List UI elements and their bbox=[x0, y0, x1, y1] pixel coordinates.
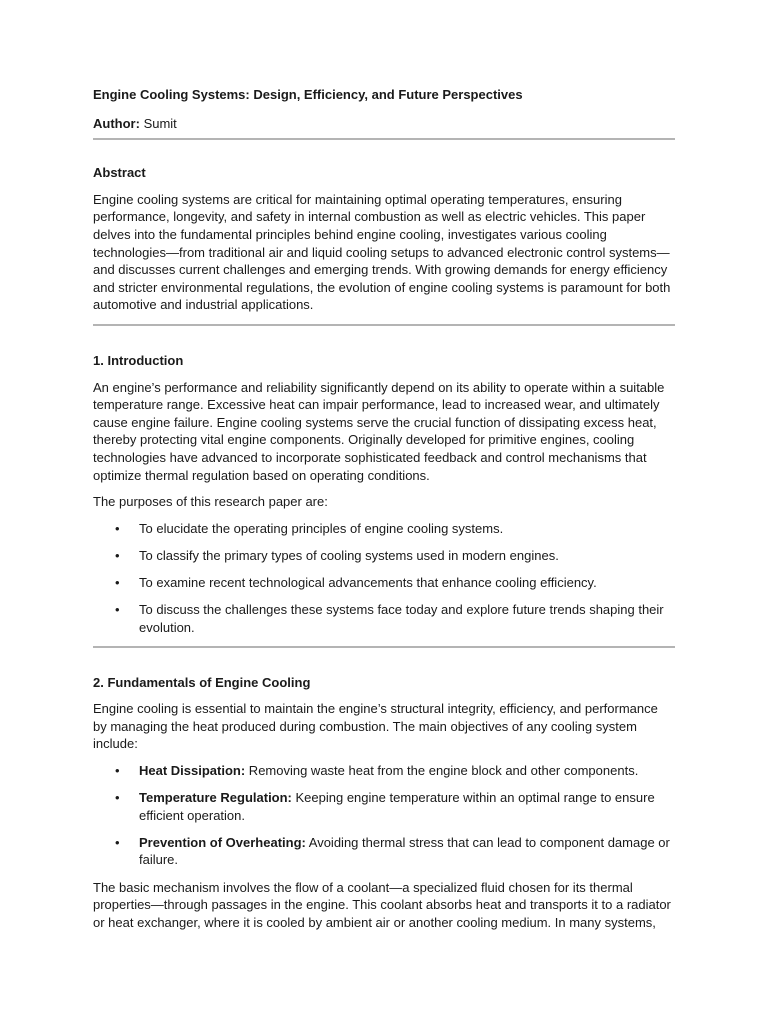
divider bbox=[93, 646, 675, 648]
fundamentals-heading: 2. Fundamentals of Engine Cooling bbox=[93, 674, 311, 690]
list-item: • To classify the primary types of cooling systems used in modern engines. bbox=[139, 547, 675, 565]
objective-term: Temperature Regulation: bbox=[139, 790, 292, 806]
list-item bbox=[139, 762, 675, 780]
list-item: • To discuss the challenges these systems face today and explore future trends shaping their evolution. bbox=[139, 601, 675, 636]
purposes-list bbox=[93, 520, 675, 636]
document-page bbox=[93, 86, 675, 940]
objectives-list bbox=[93, 762, 675, 869]
mechanism-paragraph: The basic mechanism involves the flow of a coolant—a specialized fluid chosen for its thermal properties—through passages in the engine. This coolant absorbs heat and transports it to a radiator or heat exchanger, where it is cooled by ambient air or another cooling medium. In many systems, bbox=[93, 879, 671, 930]
fundamentals-paragraph: Engine cooling is essential to maintain the engine’s structural integrity, efficiency, and performance by managing the heat produced during combustion. The main objectives of any cooling system include: bbox=[93, 701, 658, 752]
author-line bbox=[93, 115, 675, 133]
objective-text: Avoiding thermal stress that can lead to component damage or failure. bbox=[139, 834, 670, 868]
paper-title: Engine Cooling Systems: Design, Efficiency, and Future Perspectives bbox=[93, 87, 523, 102]
purposes-intro: The purposes of this research paper are: bbox=[93, 494, 328, 510]
divider bbox=[93, 138, 675, 140]
author-name: Sumit bbox=[143, 115, 177, 131]
author-label: Author: bbox=[93, 115, 140, 131]
divider bbox=[93, 324, 675, 326]
objective-term: Prevention of Overheating: bbox=[139, 834, 306, 850]
objective-term: Heat Dissipation: bbox=[139, 763, 246, 779]
objective-text: Removing waste heat from the engine block and other components. bbox=[245, 763, 639, 779]
introduction-heading: 1. Introduction bbox=[93, 352, 184, 368]
list-item bbox=[139, 834, 675, 869]
list-item: • To examine recent technological advancements that enhance cooling efficiency. bbox=[139, 574, 675, 592]
objective-text: Keeping engine temperature within an optimal range to ensure efficient operation. bbox=[139, 790, 655, 823]
abstract-text: Engine cooling systems are critical for maintaining optimal operating temperatures, ensuring performance, longevity, and safety in internal combustion as well as electric vehicles. This paper delves into the fundamental principles behind engine cooling, investigates various cooling technologies—from traditional air and liquid cooling setups to advanced electronic control systems—and discusses current challenges and emerging trends. With growing demands for energy efficiency and stricter environmental regulations, the evolution of engine cooling systems is paramount for both automotive and industrial applications. bbox=[93, 191, 671, 313]
introduction-paragraph: An engine’s performance and reliability significantly depend on its ability to operate within a suitable temperature range. Excessive heat can impair performance, lead to increased wear, and ultimately cause engine failure. Engine cooling systems serve the crucial function of dissipating excess heat, thereby protecting vital engine components. Originally developed for primitive engines, cooling technologies have advanced to incorporate sophisticated feedback and control mechanisms that optimize thermal regulation based on operating conditions. bbox=[93, 379, 665, 483]
list-item: • To elucidate the operating principles of engine cooling systems. bbox=[139, 520, 675, 538]
abstract-heading: Abstract bbox=[93, 165, 146, 181]
list-item bbox=[139, 789, 675, 824]
